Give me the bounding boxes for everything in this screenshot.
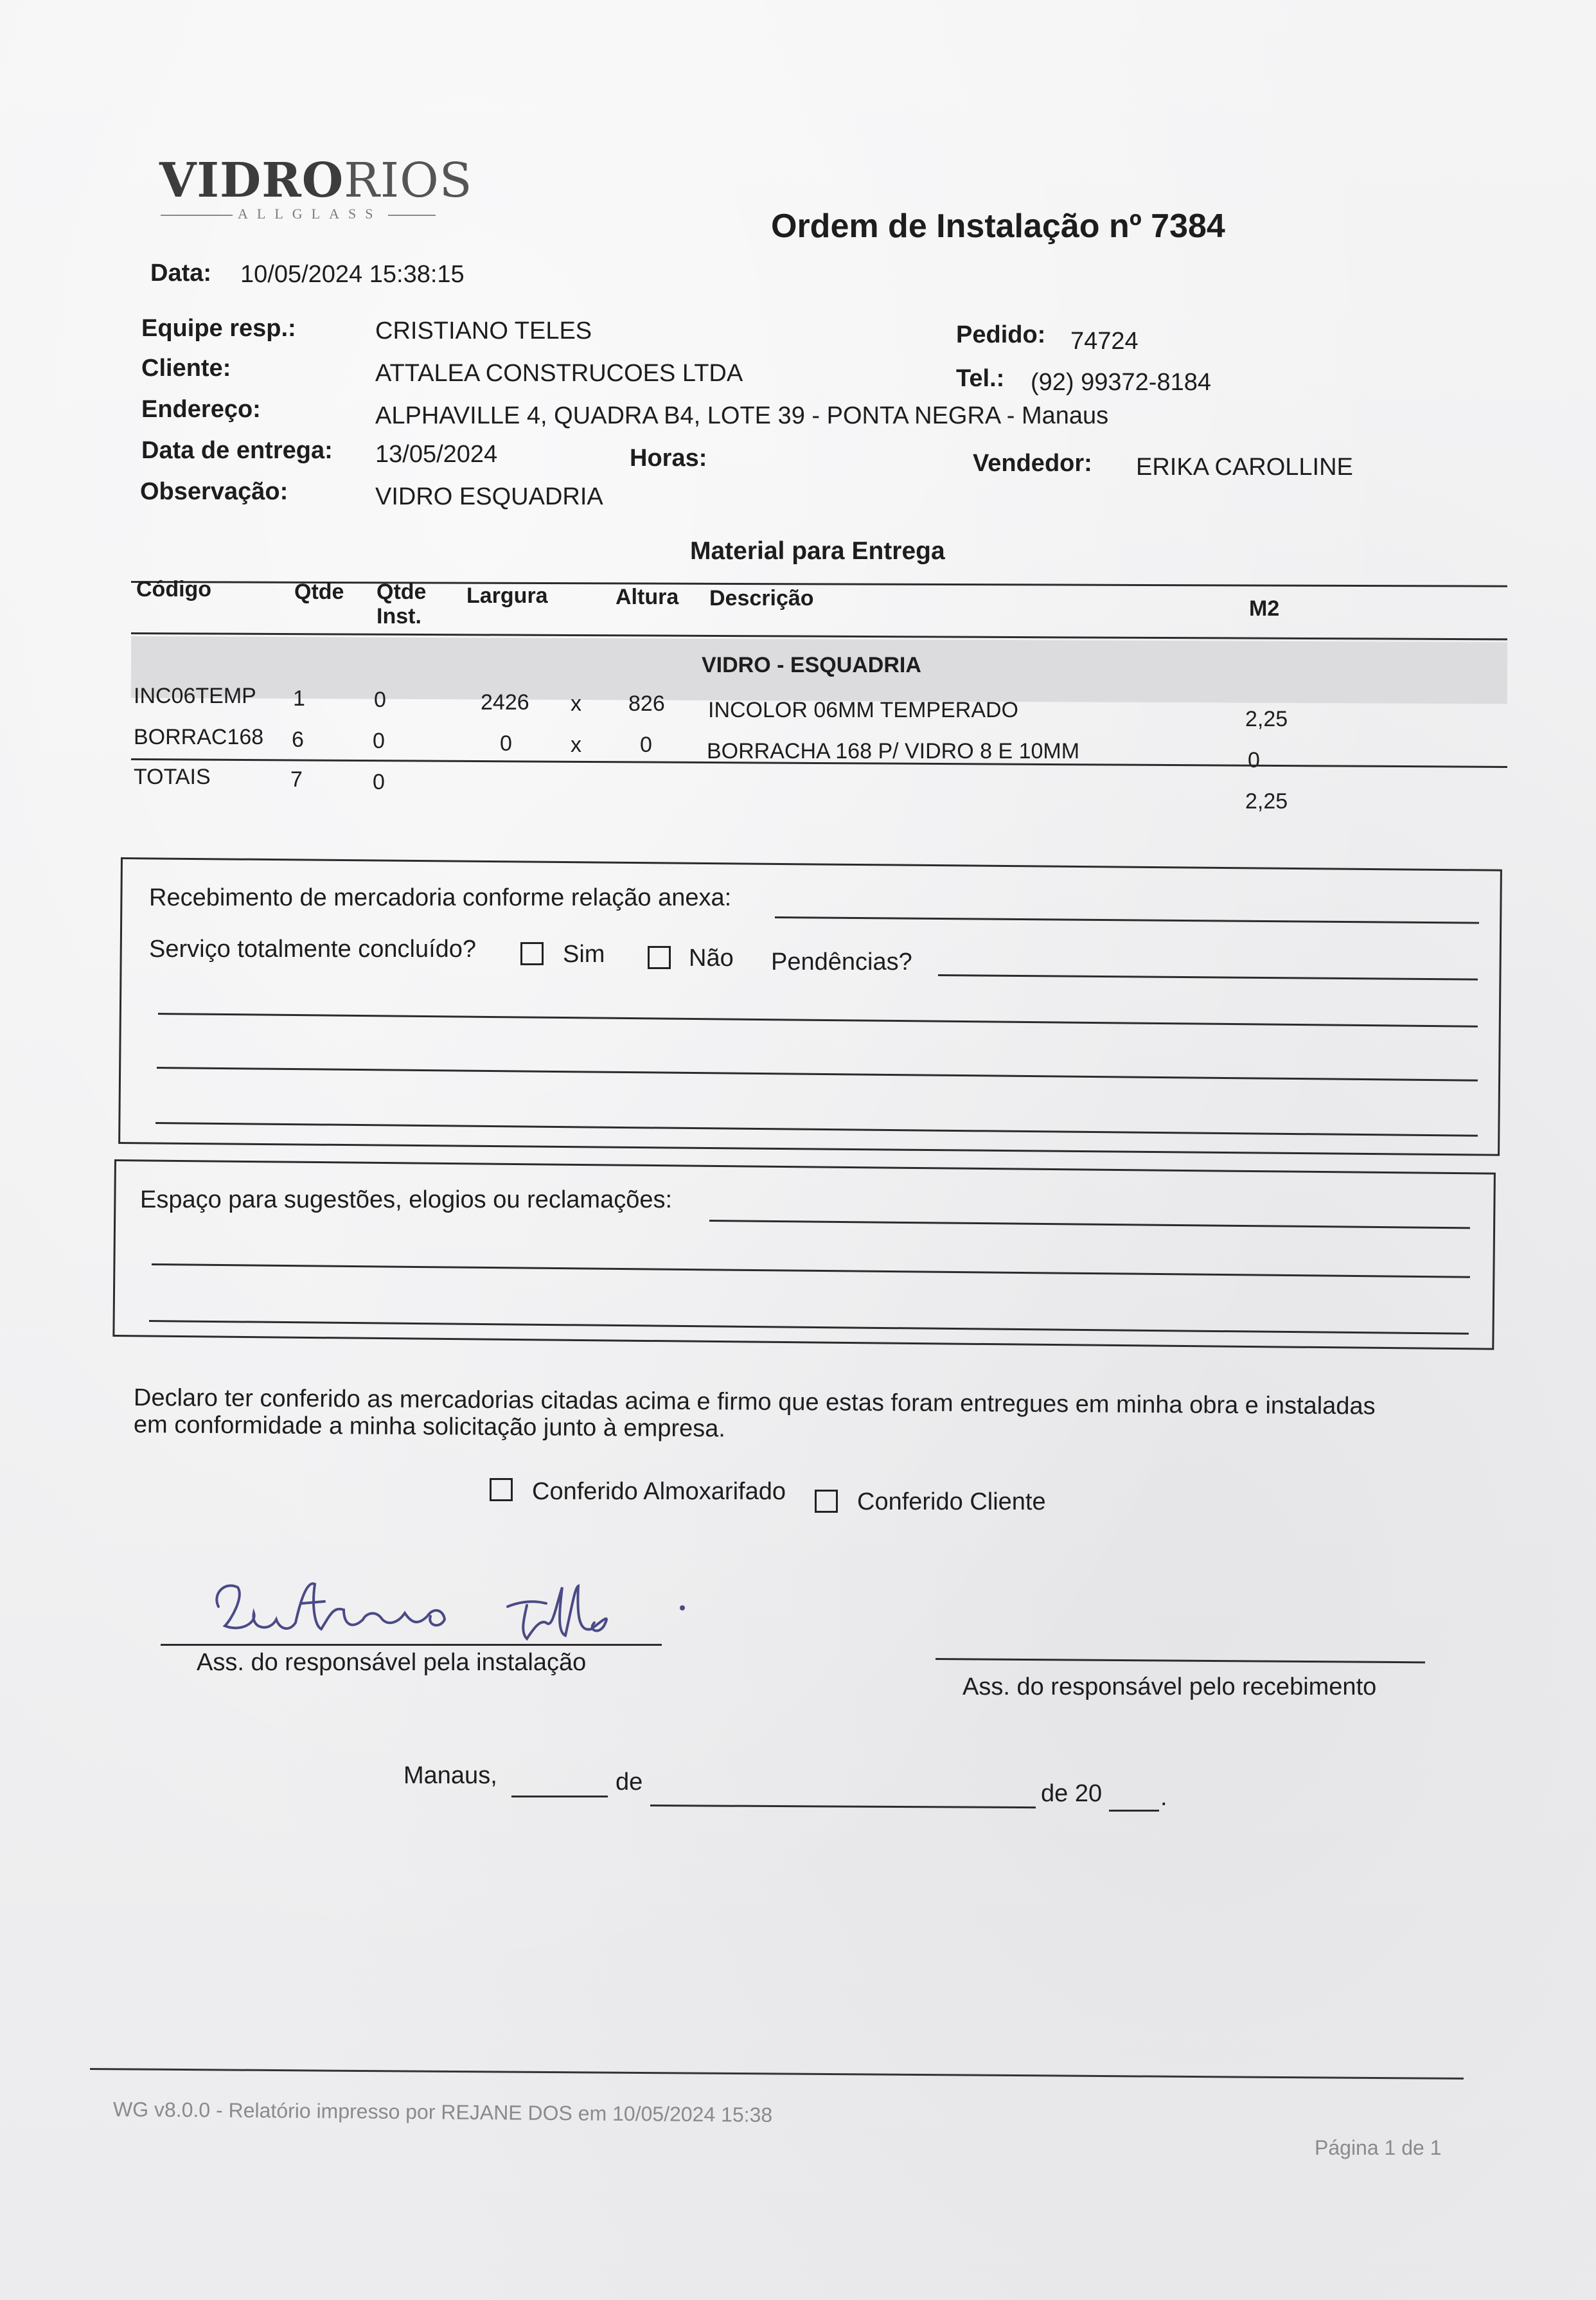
seller-label: Vendedor: (973, 450, 1092, 477)
year-blank[interactable] (1109, 1810, 1159, 1812)
order-label: Pedido: (956, 321, 1046, 348)
row-qty-inst: 0 (373, 729, 385, 753)
period: . (1160, 1784, 1167, 1811)
observation-value: VIDRO ESQUADRIA (375, 483, 603, 510)
row-qty: 6 (292, 727, 304, 752)
hours-label: Horas: (630, 445, 707, 472)
delivery-label: Data de entrega: (141, 437, 333, 464)
client-label: Cliente: (141, 355, 231, 382)
receiver-signature-line[interactable] (935, 1658, 1425, 1663)
col-height: Altura (616, 585, 679, 609)
no-label: Não (689, 945, 734, 972)
receipt-label: Recebimento de mercadoria conforme relação anexa: (149, 884, 732, 911)
col-code: Código (136, 577, 212, 602)
row-m2: 2,25 (1245, 707, 1288, 731)
phone-label: Tel.: (956, 365, 1005, 392)
col-qty-inst: Qtde Inst. (377, 580, 427, 628)
row-description: BORRACHA 168 P/ VIDRO 8 E 10MM (707, 739, 1080, 763)
row-code: INC06TEMP (134, 684, 256, 708)
seller-value: ERIKA CAROLLINE (1136, 454, 1353, 481)
service-concluded-label: Serviço totalmente concluído? (149, 936, 477, 963)
delivery-value: 13/05/2024 (375, 441, 498, 468)
team-label: Equipe resp.: (141, 315, 296, 342)
checked-client-label: Conferido Cliente (857, 1488, 1046, 1515)
group-label: VIDRO - ESQUADRIA (702, 653, 921, 677)
row-qty: 1 (293, 686, 305, 711)
row-m2: 0 (1248, 748, 1260, 772)
no-checkbox[interactable] (648, 946, 671, 969)
city-label: Manaus, (403, 1762, 497, 1789)
row-x: x (571, 691, 581, 716)
row-description: INCOLOR 06MM TEMPERADO (708, 698, 1019, 722)
address-value: ALPHAVILLE 4, QUADRA B4, LOTE 39 - PONTA NEGRA - Manaus (375, 402, 1109, 429)
de-label-1: de (616, 1769, 643, 1796)
col-width: Largura (466, 584, 548, 608)
row-height: 0 (640, 733, 652, 757)
installer-signature-label: Ass. do responsável pela instalação (197, 1649, 587, 1676)
month-blank[interactable] (650, 1805, 1036, 1808)
order-value: 74724 (1070, 328, 1139, 355)
document-title: Ordem de Instalação nº 7384 (771, 208, 1225, 245)
totals-qty-inst: 0 (373, 770, 385, 794)
day-blank[interactable] (511, 1796, 608, 1797)
date-value: 10/05/2024 15:38:15 (240, 261, 465, 288)
date-label: Data: (150, 260, 212, 287)
client-value: ATTALEA CONSTRUCOES LTDA (375, 360, 743, 387)
de-label-2: de 20 (1041, 1780, 1103, 1807)
address-label: Endereço: (141, 396, 261, 423)
observation-label: Observação: (140, 478, 288, 505)
company-logo: VIDRORIOS (159, 153, 473, 208)
row-x: x (571, 733, 581, 757)
team-value: CRISTIANO TELES (375, 317, 592, 344)
row-code: BORRAC168 (134, 725, 264, 749)
totals-m2: 2,25 (1245, 789, 1288, 814)
table-title: Material para Entrega (690, 537, 945, 565)
totals-label: TOTAIS (134, 765, 211, 789)
checked-warehouse-checkbox[interactable] (490, 1478, 513, 1501)
receiver-signature-label: Ass. do responsável pelo recebimento (962, 1673, 1377, 1700)
totals-qty: 7 (290, 767, 303, 792)
col-m2: M2 (1249, 596, 1280, 621)
yes-checkbox[interactable] (520, 942, 544, 965)
pending-label: Pendências? (771, 949, 912, 976)
row-qty-inst: 0 (374, 688, 386, 712)
logo-tagline: ALLGLASS (238, 206, 382, 222)
row-width: 0 (500, 731, 512, 756)
col-qty: Qtde (294, 580, 344, 604)
phone-value: (92) 99372-8184 (1031, 369, 1211, 396)
row-width: 2426 (481, 690, 529, 715)
yes-label: Sim (563, 941, 605, 968)
declaration-line-2: em conformidade a minha solicitação junto à empresa. (133, 1411, 726, 1443)
footer-page-number: Página 1 de 1 (1315, 2136, 1442, 2159)
suggestions-label: Espaço para sugestões, elogios ou reclamações: (140, 1186, 673, 1213)
footer-print-info: WG v8.0.0 - Relatório impresso por REJANE DOS em 10/05/2024 15:38 (112, 2098, 773, 2126)
row-height: 826 (628, 691, 665, 716)
col-description: Descrição (709, 586, 814, 611)
checked-warehouse-label: Conferido Almoxarifado (532, 1478, 786, 1505)
checked-client-checkbox[interactable] (815, 1490, 838, 1513)
declaration-line-1: Declaro ter conferido as mercadorias citadas acima e firmo que estas foram entregues em minha obra e instaladas (133, 1384, 1376, 1420)
